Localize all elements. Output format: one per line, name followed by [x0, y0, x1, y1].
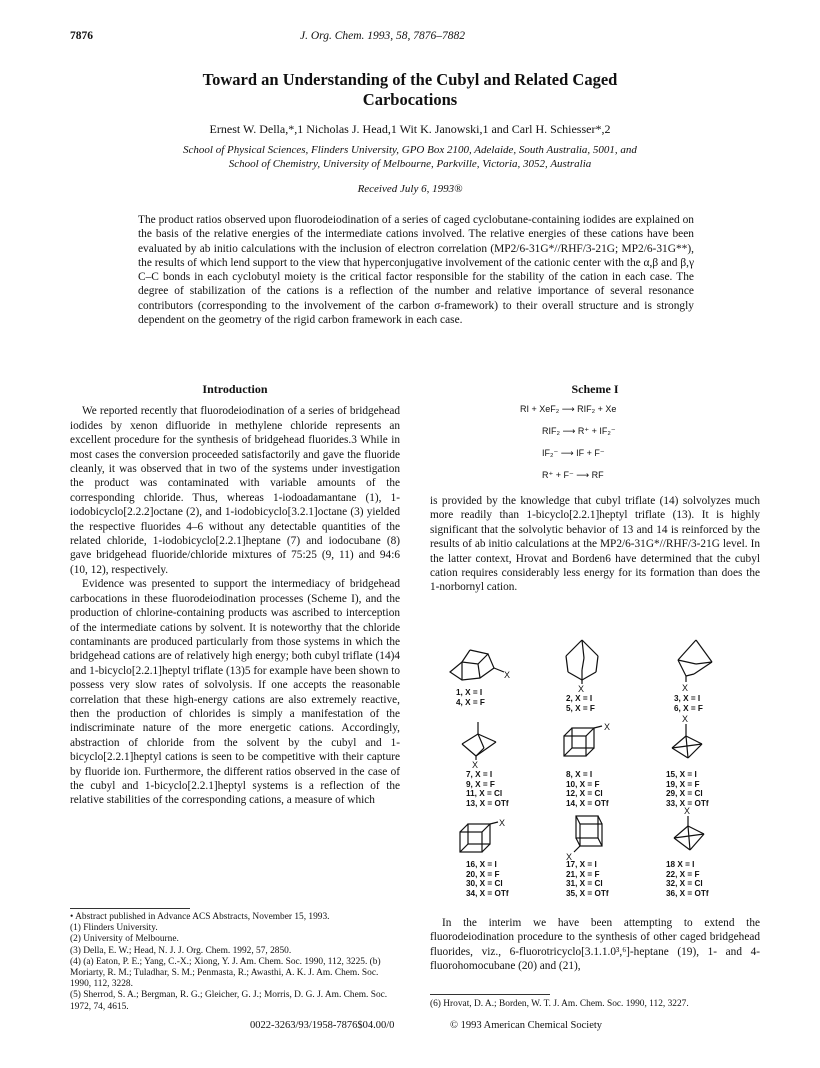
right-footnote-6: (6) Hrovat, D. A.; Borden, W. T. J. Am. Chem. Soc. 1990, 112, 3227.: [430, 999, 689, 1009]
abstract-text: The product ratios observed upon fluorodeiodination of a series of caged cyclobutane-containing iodides are explained on the basis of the relative energies of the intermediate cations involved. The relative energies of these cations have been evaluated by ab initio calculations with the inclusion of electron correlation (MP2/6-31G*//RHF/3-21G; MP2/6-31G**), the results of which lend support to the view that hyperconjugative involvement of the cationic center with the α,β and β,γ C–C bonds in each cyclobutyl moiety is the critical factor responsible for the stability of the cation in each case. The degree of stabilization of the cations is a reflection of the number and relative importance of several resonance contributors (corresponding to the involvement of the carbon σ-framework) to their overall structure and is strongly dependent on the geometry of the rigid carbon framework in each case.: [138, 214, 694, 327]
structure-label-8: 8, X = I 10, X = F 12, X = Cl 14, X = OTf: [566, 770, 609, 808]
structure-label-3: 3, X = I 6, X = F: [674, 694, 703, 713]
substituent-x-7: X: [472, 760, 479, 768]
scheme-line-1: RI + XeF₂ ⟶ RIF₂ + Xe: [520, 404, 617, 414]
structure-label-16: 16, X = I 20, X = F 30, X = Cl 34, X = OTf: [466, 860, 509, 898]
scheme-i: [430, 400, 760, 485]
footer-code: 0022-3263/93/1958-7876$04.00/0: [250, 1020, 395, 1031]
structure-label-17: 17, X = I 21, X = F 31, X = Cl 35, X = OTf: [566, 860, 609, 898]
substituent-x-2: X: [578, 684, 585, 692]
substituent-x-17: X: [566, 852, 573, 862]
scheme-title: Scheme I: [571, 382, 619, 396]
section-heading-introduction: Introduction: [202, 382, 268, 396]
right-footnote-rule: [430, 994, 550, 995]
substituent-x-15: X: [682, 714, 689, 724]
abstract: [138, 213, 694, 327]
cubyl-structure: [556, 722, 620, 762]
structure-label-7: 7, X = I 9, X = F 11, X = Cl 13, X = OTf: [466, 770, 509, 808]
author-list: Ernest W. Della,*,1 Nicholas J. Head,1 Wit K. Janowski,1 and Carl H. Schiesser*,2: [209, 122, 611, 136]
structure-label-1: 1, X = I 4, X = F: [456, 688, 485, 707]
title-line-2: Carbocations: [362, 90, 458, 109]
scheme-line-2: RIF₂ ⟶ R⁺ + IF₂⁻: [542, 426, 616, 436]
received-date: Received July 6, 1993®: [357, 183, 463, 195]
right-column-text-1: [430, 494, 760, 595]
substituent-x-16: X: [499, 818, 506, 828]
scheme-line-4: R⁺ + F⁻ ⟶ RF: [542, 470, 604, 480]
left-column: [70, 382, 400, 808]
norbornyl-structure: [454, 718, 510, 768]
affiliation-line-1: School of Physical Sciences, Flinders University, GPO Box 2100, Adelaide, South Australia, 5001, and: [183, 144, 637, 156]
footnote-rule: [70, 908, 190, 909]
footnote-1: (1) Flinders University.: [70, 923, 158, 934]
title-line-1: Toward an Understanding of the Cubyl and Related Caged: [202, 70, 618, 89]
right-paragraph-1: is provided by the knowledge that cubyl triflate (14) solvolyzes much more readily than 1-bicyclo[2.2.1]heptyl triflate (13). It is highly significant that the solvolytic behavior of 13 and 14 is reinforced by the results of ab initio calculations at the MP2/6-31G*//RHF/3-21G level. In the latter context, Hrovat and Borden6 have determined that the cubyl cation requires considerably less energy for its formation than does the 1-norbornyl cation.: [430, 495, 760, 594]
tricycloheptyl-structure: [662, 714, 718, 768]
homocubyl-4-structure: [562, 810, 614, 862]
footer-copyright: © 1993 American Chemical Society: [450, 1020, 603, 1031]
footnote-4: (4) (a) Eaton, P. E.; Yang, C.-X.; Xiong, Y. J. Am. Chem. Soc. 1990, 112, 3225. (b) Moriarty, R. M.; Tuladhar, S. M.; Penmasta, R.; Awasthi, A. K. J. Am. Chem. Soc. 1990, 112, 3228.: [70, 956, 381, 990]
substituent-x-8: X: [604, 722, 611, 732]
homocubyl-1-structure: [454, 816, 514, 858]
footnote-5: (5) Sherrod, S. A.; Bergman, R. G.; Gleicher, G. J.; Morris, D. G. J. Am. Chem. Soc. 1972, 74, 4615.: [70, 990, 388, 1012]
intro-paragraph-1: We reported recently that fluorodeiodination of a series of bridgehead iodides by xenon difluoride in methylene chloride represents an excellent procedure for the synthesis of bridgehead fluorides.3 While in most cases the conversion proceeded satisfactorily and gave the fluoride cleanly, it was observed that in two of the systems under investigation the product was contaminated with variable amounts of the corresponding chloride. Thus, whereas 1-iodoadamantane (1), 1-iodobicyclo[2.2.2]octane (2), and 1-iodobicyclo[3.2.1]octane (3) yielded the respective fluorides 4–6 without any detectable quantities of the related chloride, 1-iodobicyclo[2.2.1]heptane (7) and iodocubane (8) gave bridgehead fluoride/chloride mixtures of 75:25 (9, 11) and 94:6 (10, 12), respectively.: [70, 405, 400, 576]
structure-figure: [430, 636, 760, 896]
homotricycloheptyl-structure: [662, 806, 718, 862]
intro-paragraph-2: Evidence was presented to support the intermediacy of bridgehead carbocations in these fluorodeiodination processes (Scheme I), and the production of chlorine-containing products was ascribed to interception of the intermediate cations by solvent. It is noteworthy that the chloride contaminants are produced particularly from those systems in which the bridgehead cations are of relatively high energy; both cubyl triflate (14)4 and 1-bicyclo[2.2.1]heptyl triflate (13)5 for example have been shown to possess very slow rates of solvolysis. If one accepts the reasonable correlation that these high-energy cations are also extremely reactive, then the production of chlorides is simply a manifestation of the indiscriminate nature of the more energetic cations. Accordingly, abstraction of chloride from the solvent by the cubyl and 1-bicyclo[2.2.1]heptyl cations is seen to be competitive with their capture by fluoride ion. Furthermore, the different ratios observed in the case of the cubyl and 1-bicyclo[2.2.1]heptyl systems is a reflection of the relative stabilities of the corresponding cations, a measure of which: [70, 578, 400, 807]
structure-label-2: 2, X = I 5, X = F: [566, 694, 595, 713]
substituent-x-3: X: [682, 683, 689, 692]
substituent-x-18: X: [684, 806, 691, 816]
right-column-text-2: [430, 916, 760, 974]
right-paragraph-2: In the interim we have been attempting to extend the fluorodeiodination procedure to the synthesis of other caged bridgehead fluorides, viz., 6-fluorotricyclo[3.1.1.0³,⁶]-heptane (19), 1- and 4-fluorohomocubane (20) and (21),: [430, 917, 760, 973]
affiliation-line-2: School of Chemistry, University of Melbourne, Parkville, Victoria, 3052, Australia: [228, 158, 592, 170]
article-title: [90, 70, 730, 110]
footnote-3: (3) Della, E. W.; Head, N. J. J. Org. Chem. 1992, 57, 2850.: [70, 945, 292, 956]
adamantyl-structure: [444, 642, 512, 686]
scheme-line-3: IF₂⁻ ⟶ IF + F⁻: [542, 448, 605, 458]
journal-citation: J. Org. Chem. 1993, 58, 7876–7882: [300, 30, 466, 42]
bicyclo321-structure: [666, 636, 722, 692]
substituent-x-1: X: [504, 670, 511, 680]
footnote-2: (2) University of Melbourne.: [70, 934, 179, 945]
affiliations: [80, 143, 740, 171]
left-footnotes: [70, 912, 400, 1013]
structure-label-15: 15, X = I 19, X = F 29, X = Cl 33, X = OTf: [666, 770, 709, 808]
bicyclooctyl-structure: [554, 636, 610, 692]
page-number: 7876: [70, 30, 93, 42]
footnote-abstract: • Abstract published in Advance ACS Abstracts, November 15, 1993.: [70, 912, 330, 922]
structure-label-18: 18 X = I 22, X = F 32, X = Cl 36, X = OTf: [666, 860, 709, 898]
